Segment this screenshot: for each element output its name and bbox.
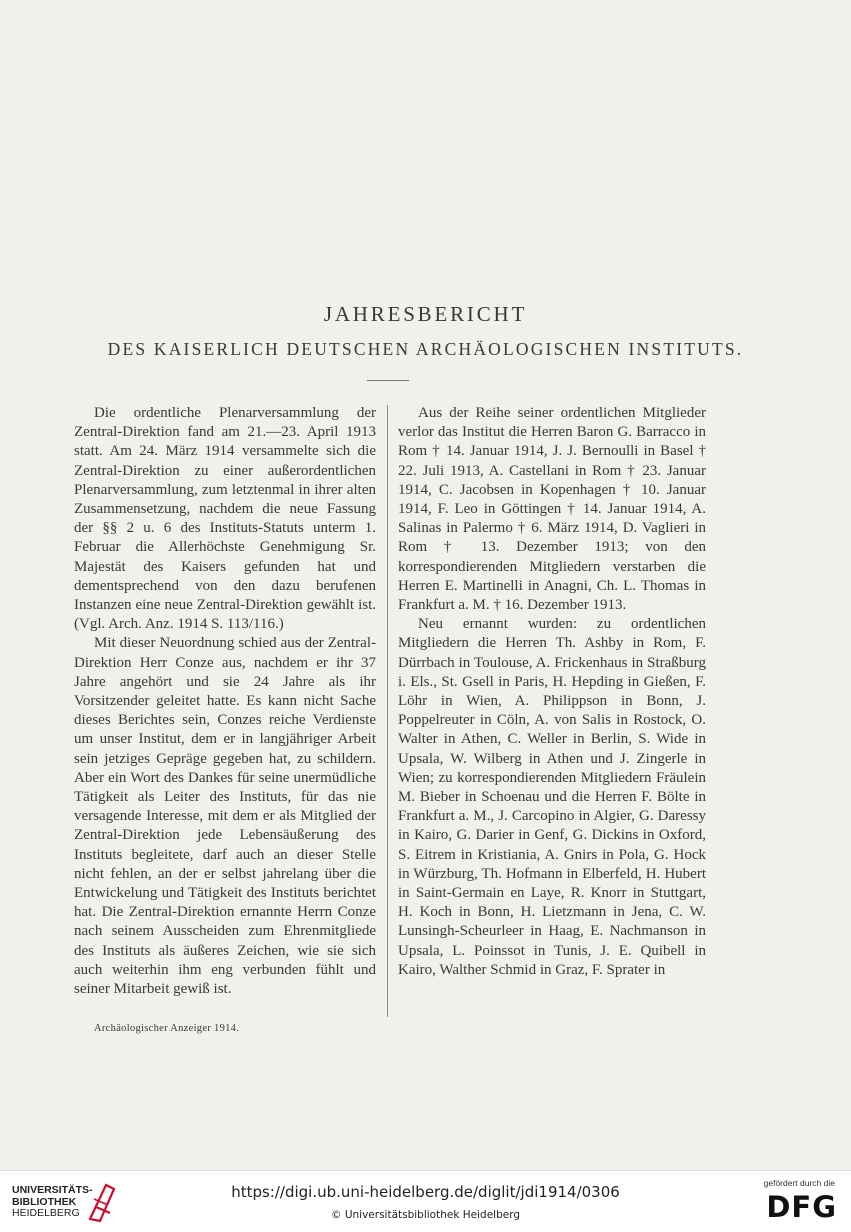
running-footer: Archäologischer Anzeiger 1914.: [94, 1023, 240, 1034]
title-divider: [367, 380, 409, 381]
text-column-left: [74, 404, 376, 999]
page-subtitle: DES KAISERLICH DEUTSCHEN ARCHÄOLOGISCHEN INSTITUTS.: [107, 339, 744, 359]
text-column-right: [398, 404, 706, 980]
copyright-notice: © Universitätsbibliothek Heidelberg: [330, 1209, 520, 1221]
paragraph: Die ordentliche Plenarversammlung der Zentral-Direktion fand am 21.—23. April 1913 statt. Am 24. März 1914 versammelte sich die Zentral-Direktion zu einer außerordentlichen Plenarversammlung, zum letztenmal in ihrer alten Zusammensetzung, nachdem die neue Fassung der §§ 2 u. 6 des Instituts-Statuts unterm 1. Februar die Allerhöchste Genehmigung Sr. Majestät des Kaisers gefunden hat und dementsprechend von den dazu berufenen Instanzen eine neue Zentral-Direktion gewählt ist. (Vgl. Arch. Anz. 1914 S. 113/116.): [74, 405, 376, 633]
logo-line: UNIVERSITÄTS-: [12, 1184, 93, 1196]
paragraph: Mit dieser Neuordnung schied aus der Zentral-Direktion Herr Conze aus, nachdem er ihr 37 Jahre angehört und sie 24 Jahre als ihr Vorsitzender geleitet hatte. Es kann nicht Sache dieses Berichtes sein, Conzes reiche Verdienste um unser Institut, dem er in langjähriger Arbeit sein jetziges Gepräge gegeben hat, zu schildern. Aber ein Wort des Dankes für seine unermüdliche Tätigkeit als Leiter des Instituts, für das nie versagende Interesse, mit dem er als Mitglied der Zentral-Direktion jede Lebensäußerung des Instituts begleitete, darf auch an dieser Stelle nicht fehlen, an der er selbst jahrelang über die Entwickelung und Tätigkeit des Instituts berichtet hat. Die Zentral-Direktion ernannte Herrn Conze nach seinem Ausscheiden zum Ehrenmitgliede des Instituts als äußeres Zeichen, wie sie sich auch weiterhin ihm eng verbunden fühlt und seiner Mitarbeit gewiß ist.: [74, 635, 376, 998]
paragraph: Neu ernannt wurden: zu ordentlichen Mitgliedern die Herren Th. Ashby in Rom, F. Dürrbach in Toulouse, A. Frickenhaus in Straßburg i. Els., St. Gsell in Paris, H. Hepding in Gießen, F. Löhr in Wien, A. Philippson in Bonn, J. Poppelreuter in Cöln, A. von Salis in Rostock, O. Walter in Athen, C. Weller in Berlin, S. Wide in Upsala, W. Wilberg in Athen und J. Zingerle in Wien; zu korrespondierenden Mitgliedern Fräulein M. Bieber in Schoenau und die Herren F. Bölte in Frankfurt a. M., J. Carcopino in Algier, G. Daressy in Kairo, G. Darier in Genf, G. Dickins in Oxford, S. Eitrem in Kristiania, A. Gnirs in Pola, G. Hock in Würzburg, Th. Hofmann in Elberfeld, H. Hubert in Saint-Germain en Laye, R. Knorr in Stuttgart, H. Koch in Bonn, H. Lietzmann in Jena, C. W. Lunsingh-Scheurleer in Haag, E. Nachmanson in Upsala, L. Poinssot in Tunis, J. E. Quibell in Kairo, Walther Schmid in Graz, F. Sprater in: [398, 616, 706, 978]
page-title: JAHRESBERICHT: [323, 302, 528, 326]
column-divider: [387, 405, 388, 1017]
paragraph: Aus der Reihe seiner ordentlichen Mitglieder verlor das Institut die Herren Baron G. Barracco in Rom † 14. Januar 1914, J. J. Bernoulli in Basel † 22. Juli 1913, A. Castellani in Rom † 23. Januar 1914, C. Jacobsen in Kopenhagen † 10. Januar 1914, F. Leo in Göttingen † 14. Januar 1914, A. Salinas in Palermo † 6. März 1914, D. Vaglieri in Rom † 13. Dezember 1913; von den korrespondierenden Mitgliedern verstarben die Herren E. Martinelli in Anagni, Ch. L. Thomas in Frankfurt a. M. † 16. Dezember 1913.: [398, 405, 706, 614]
viewer-footer-bar: [0, 1170, 851, 1232]
dfg-logo[interactable]: DFG: [766, 1190, 837, 1224]
logo-line: BIBLIOTHEK: [12, 1195, 77, 1208]
permalink-url[interactable]: https://digi.ub.uni-heidelberg.de/diglit/jdi1914/0306: [231, 1183, 620, 1201]
logo-line: HEIDELBERG: [12, 1207, 80, 1219]
funding-caption: gefördert durch die: [763, 1178, 835, 1188]
